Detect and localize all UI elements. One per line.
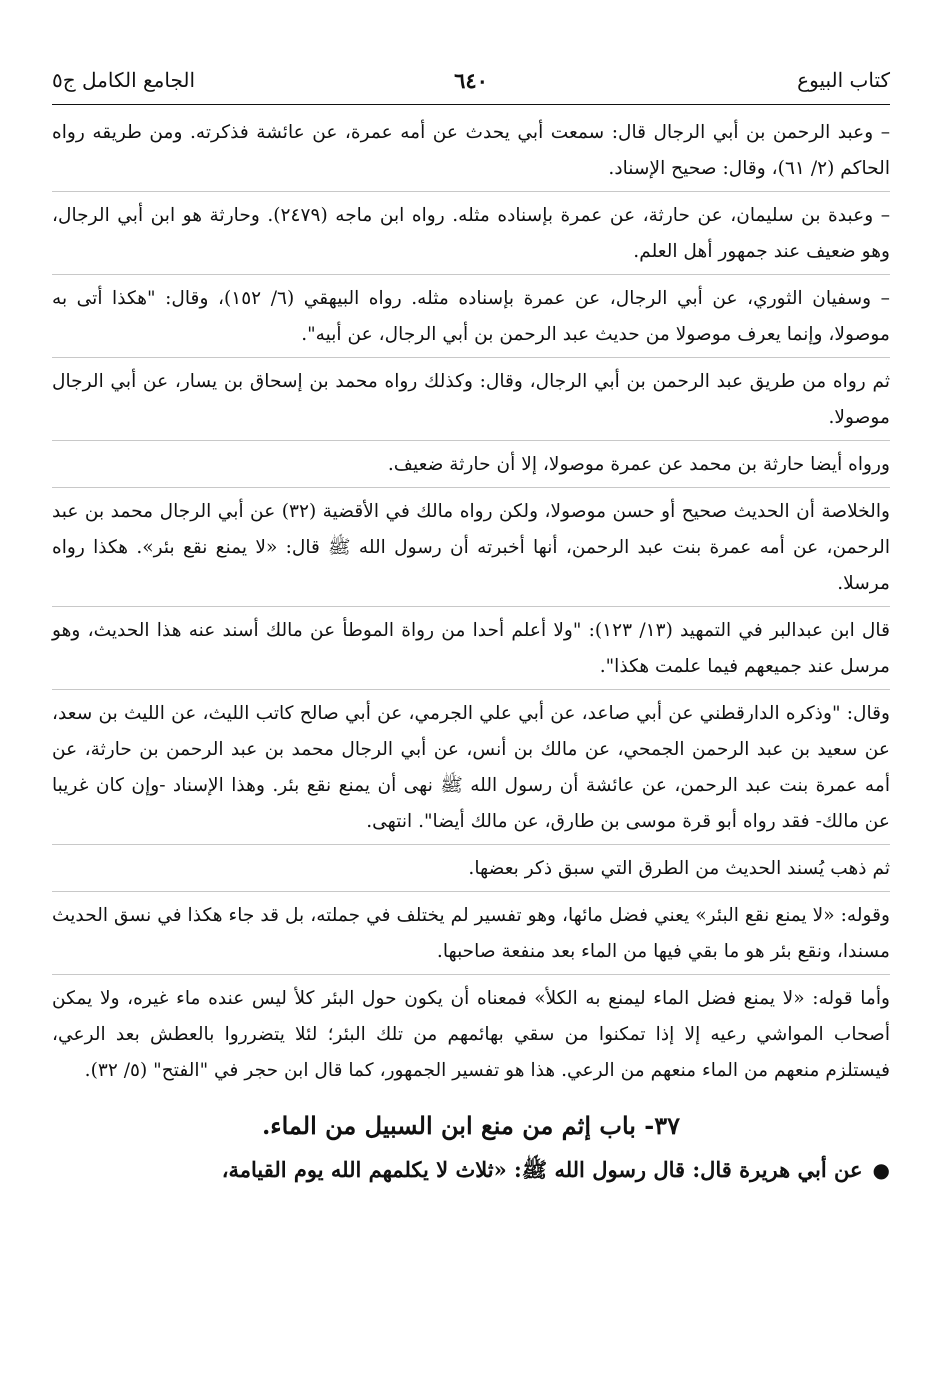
paragraph-9: ثم ذهب يُسند الحديث من الطرق التي سبق ذكر بعضها.: [52, 851, 890, 892]
paragraph-1: – وعبد الرحمن بن أبي الرجال قال: سمعت أبي يحدث عن أمه عمرة، عن عائشة فذكرته. ومن طريقه رواه الحاكم (٢/ ٦١)، وقال: صحيح الإسناد.: [52, 115, 890, 192]
page-header: [52, 60, 890, 100]
book-section-title: كتاب البيوع: [797, 68, 890, 92]
page-number: ٦٤٠: [454, 67, 488, 93]
book-volume-title: الجامع الكامل ج٥: [52, 68, 196, 92]
book-page: [52, 60, 890, 1360]
paragraph-6: والخلاصة أن الحديث صحيح أو حسن موصولا، ولكن رواه مالك في الأقضية (٣٢) عن أبي الرجال محمد بن عبد الرحمن، عن أمه عمرة بنت عبد الرحمن، أنها أخبرته أن رسول الله ﷺ قال: «لا يمنع نقع بئر». هكذا رواه مرسلا.: [52, 494, 890, 607]
paragraph-11: وأما قوله: «لا يمنع فضل الماء ليمنع به الكلأ» فمعناه أن يكون حول البئر كلأ ليس عنده ماء غيره، ولا يمكن أصحاب المواشي رعيه إلا إذا تمكنوا من سقي بهائمهم من تلك البئر؛ لئلا يتضرروا بالعطش بعد الرعي، فيستلزم منعهم من الماء منعهم من الرعي. هذا هو تفسير الجمهور، كما قال ابن حجر في "الفتح" (٥/ ٣٢).: [52, 988, 890, 1081]
header-divider: [52, 104, 890, 105]
hadith-line: [52, 1150, 890, 1190]
paragraph-10: وقوله: «لا يمنع نقع البئر» يعني فضل مائها، وهو تفسير لم يختلف في جملته، بل قد جاء هكذا في نسق الحديث مسندا، ونقع بئر هو ما بقي فيها من الماء بعد منفعة صاحبها.: [52, 898, 890, 975]
paragraph-8: وقال: "وذكره الدارقطني عن أبي صاعد، عن أبي علي الجرمي، عن أبي صالح كاتب الليث، عن الليث بن سعد، عن سعيد بن عبد الرحمن الجمحي، عن مالك بن أنس، عن أبي الرجال محمد بن عبد الرحمن بن حارثة، عن أمه عمرة بنت عبد الرحمن، عن عائشة أن رسول الله ﷺ نهى أن يمنع نقع بئر. وهذا الإسناد -وإن كان غريبا عن مالك- فقد رواه أبو قرة موسى بن طارق، عن مالك أيضا". انتهى.: [52, 696, 890, 845]
chapter-heading: ٣٧- باب إثم من منع ابن السبيل من الماء.: [261, 1111, 681, 1140]
paragraph-2: – وعبدة بن سليمان، عن حارثة، عن عمرة بإسناده مثله. رواه ابن ماجه (٢٤٧٩). وحارثة هو ابن أبي الرجال، وهو ضعيف عند جمهور أهل العلم.: [52, 198, 890, 275]
paragraph-4: ثم رواه من طريق عبد الرحمن بن أبي الرجال، وقال: وكذلك رواه محمد بن إسحاق بن يسار، عن أبي الرجال موصولا.: [52, 364, 890, 441]
paragraph-7: قال ابن عبدالبر في التمهيد (١٣/ ١٢٣): "ولا أعلم أحدا من رواة الموطأ عن مالك أسند عنه هذا الحديث، وهو مرسل عند جميعهم فيما علمت هكذا".: [52, 613, 890, 690]
paragraph-3: – وسفيان الثوري، عن أبي الرجال، عن عمرة بإسناده مثله. رواه البيهقي (٦/ ١٥٢)، وقال: "هكذا أتى به موصولا، وإنما يعرف موصولا من حديث عبد الرحمن بن أبي الرجال، عن أبيه".: [52, 281, 890, 358]
paragraph-5: ورواه أيضا حارثة بن محمد عن عمرة موصولا، إلا أن حارثة ضعيف.: [52, 447, 890, 488]
hadith-text: عن أبي هريرة قال: قال رسول الله ﷺ: «ثلاث لا يكلمهم الله يوم القيامة،: [221, 1157, 863, 1182]
bullet-icon: ●: [872, 1158, 890, 1182]
